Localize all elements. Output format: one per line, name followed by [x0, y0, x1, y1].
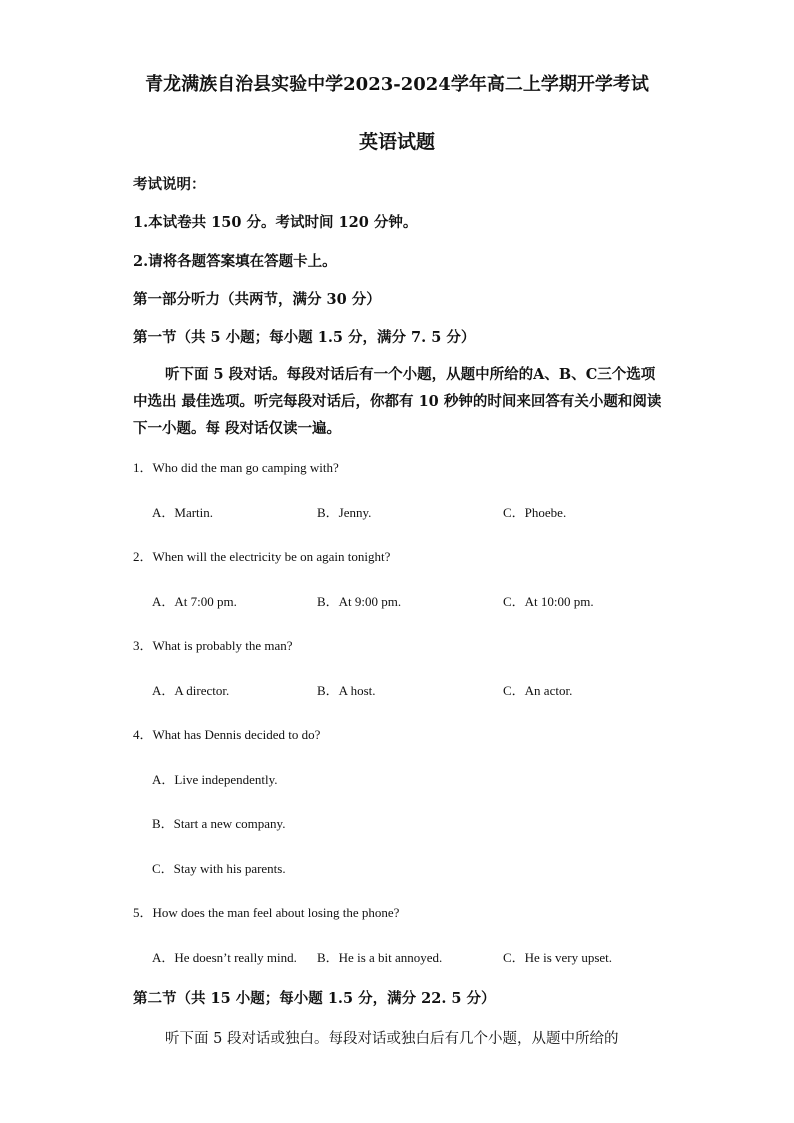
- question-4-option-c: C．Stay with his parents.: [152, 861, 286, 876]
- exam-title: 青龙满族自治县实验中学2023-2024学年高二上学期开学考试: [145, 74, 649, 95]
- question-3-option-c: C．An actor.: [503, 683, 573, 698]
- question-5-stem: 5．How does the man feel about losing the phone?: [133, 905, 400, 920]
- section2-intro: 听下面 5 段对话或独白。每段对话或独白后有几个小题，从题中所给的: [165, 1031, 619, 1047]
- question-3-option-a: A．A director.: [152, 683, 230, 698]
- question-1-option-c: C．Phoebe.: [503, 505, 567, 520]
- question-1-option-a: A．Martin.: [152, 505, 214, 520]
- question-5-option-b: B．He is a bit annoyed.: [317, 950, 443, 965]
- instructions-heading: 考试说明：: [133, 176, 206, 193]
- question-4-option-a: A．Live independently.: [152, 772, 278, 787]
- section1-intro: 听下面 5 段对话。每段对话后有一个小题，从题中所给的A、B、C三个选项中选出 最佳选项。听完每段对话后，你都有 10 秒钟的时间来回答有关小题和阅读下一小题。每 段对话仅读一遍。: [133, 366, 662, 437]
- question-4-option-b: B．Start a new company.: [152, 816, 286, 831]
- question-2-option-b: B．At 9:00 pm.: [317, 594, 402, 609]
- section1-heading: 第一节（共 5 小题；每小题 1.5 分，满分 7. 5 分）: [133, 329, 476, 346]
- question-3-stem: 3．What is probably the man?: [133, 638, 293, 653]
- question-1-stem: 1．Who did the man go camping with?: [133, 460, 339, 475]
- instruction-item-2: 2.请将各题答案填在答题卡上。: [133, 253, 337, 270]
- question-5-option-a: A．He doesn’t really mind.: [152, 950, 297, 965]
- instruction-item-1: 1.本试卷共 150 分。考试时间 120 分钟。: [133, 214, 418, 231]
- question-4-stem: 4．What has Dennis decided to do?: [133, 727, 321, 742]
- section2-heading: 第二节（共 15 小题；每小题 1.5 分，满分 22. 5 分）: [133, 990, 496, 1007]
- question-1-option-b: B．Jenny.: [317, 505, 372, 520]
- part1-heading: 第一部分听力（共两节，满分 30 分）: [133, 291, 381, 308]
- question-3-option-b: B．A host.: [317, 683, 376, 698]
- question-2-stem: 2．When will the electricity be on again tonight?: [133, 549, 391, 564]
- exam-subtitle: 英语试题: [358, 131, 435, 153]
- question-2-option-a: A．At 7:00 pm.: [152, 594, 237, 609]
- question-5-option-c: C．He is very upset.: [503, 950, 613, 965]
- question-2-option-c: C．At 10:00 pm.: [503, 594, 594, 609]
